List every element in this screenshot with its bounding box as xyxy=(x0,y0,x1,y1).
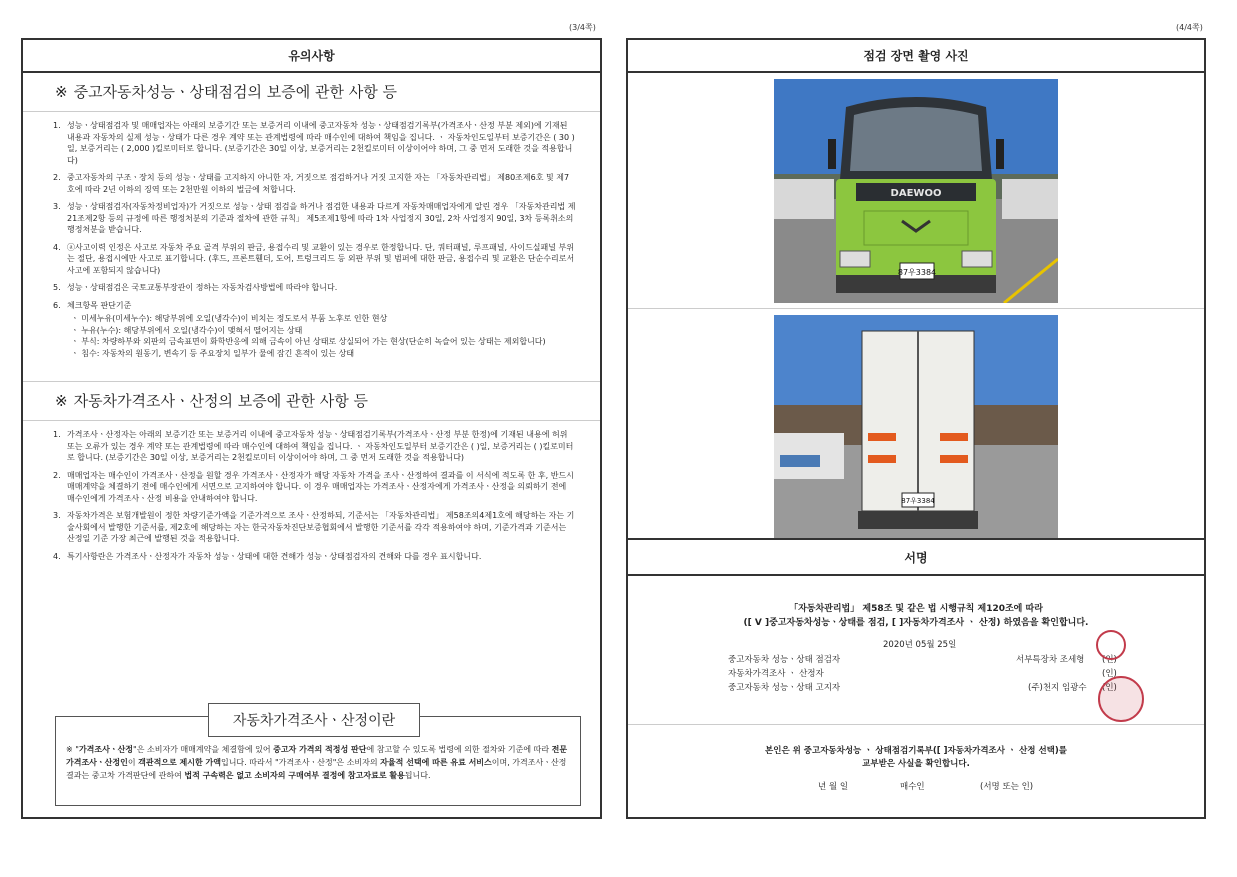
item-text-block xyxy=(67,282,576,294)
notice-item xyxy=(53,510,576,545)
item-text-block xyxy=(67,470,576,505)
item-text-block xyxy=(67,242,576,277)
item-number: 3. xyxy=(53,202,61,211)
item-number: 4. xyxy=(53,242,61,252)
buyer-signature-field[interactable]: (서명 또는 인) xyxy=(980,782,1034,792)
truck-brand-text: DAEWOO xyxy=(890,187,942,199)
criteria-item: ㆍ 부식: 차량하부와 외판의 금속표면이 화학반응에 의해 금속이 아닌 상태로 상실되어 가는 현상(단순히 녹슬어 있는 상태는 제외합니다) xyxy=(71,337,546,346)
receipt-confirmation: 본인은 위 중고자동차성능 ㆍ 상태점검기록부([ ]자동차가격조사 ㆍ 산정 선택)를 교부받은 사실을 확인합니다. xyxy=(628,724,1204,771)
notice-panel xyxy=(21,38,602,819)
item-text-block xyxy=(67,120,576,166)
signature-seal-notifier: (인) xyxy=(1102,683,1117,693)
section1-list xyxy=(23,112,600,371)
notice-item xyxy=(53,201,576,236)
buyer-label: 매수인 xyxy=(900,782,925,792)
item-text: 가격조사ㆍ산정자는 아래의 보증기간 또는 보증거리 이내에 중고자동차 성능ㆍ상태점검기록부(가격조사ㆍ산정 부분 한정)에 기재된 내용에 허위 또는 오류가 있는 경우 계약 또는 관계법령에 따라 매수인에 대하여 책임을 집니다. ㆍ 자동차인도일부터 보증기간은 ( )일, 보증거리는 ( )킬로미터로 합니다. (보증기간은 30일 이상, 보증거리는 2천킬로미터 이상이어야 하며, 그 중 먼저 도래한 것을 적용합니다) xyxy=(67,430,574,462)
item-text: 중고자동차의 구조ㆍ장치 등의 성능ㆍ상태를 고지하지 아니한 자, 거짓으로 점검하거나 거짓 고지한 자는 「자동차관리법」 제80조제6호 및 제7호에 따라 2년 이하의 징역 또는 2천만원 이하의 벌금에 처합니다. xyxy=(67,173,570,194)
note-mark: ※ xyxy=(55,83,68,101)
signature-header: 서명 xyxy=(628,538,1204,576)
signature-role-notifier: 중고자동차 성능ㆍ상태 고지자 xyxy=(728,683,841,693)
item-text: 체크항목 판단기준 xyxy=(67,300,132,310)
item-text: 성능ㆍ상태점검자(자동차정비업자)가 거짓으로 성능ㆍ상태 점검을 하거나 점검한 내용과 다르게 자동차매매업자에게 알린 경우 「자동차관리법 제21조제2항 등의 규정에 따른 행정처분의 기준과 절차에 관한 규칙」 제5조제1항에 따라 1차 사업정지 30일, 2차 사업정지 90일, 3차 등록취소의 행정처분을 받습니다. xyxy=(67,202,576,234)
criteria-item: ㆍ 누유(누수): 해당부위에서 오일(냉각수)이 맺혀서 떨어지는 상태 xyxy=(71,325,303,335)
notice-item xyxy=(53,300,576,360)
item-text-block xyxy=(67,551,576,563)
signature-law-text: 「자동차관리법」 제58조 및 같은 법 시행규칙 제120조에 따라 ([ V ]중고자동차성능ㆍ상태를 점검, [ ]자동차가격조사 ㆍ 산정) 하였음을 확인합니다. xyxy=(743,604,1089,628)
rear-plate-text: 87우3384 xyxy=(901,496,935,505)
notice-box-title: 자동차가격조사ㆍ산정이란 xyxy=(208,703,420,737)
item-number: 2. xyxy=(53,470,61,480)
item-number: 5. xyxy=(53,283,61,292)
page-number-left: (3/4쪽) xyxy=(569,23,596,32)
item-number: 3. xyxy=(53,511,61,520)
notice-item xyxy=(53,470,576,505)
notice-item xyxy=(53,242,576,277)
seal-stamp-icon xyxy=(1098,676,1144,722)
item-number: 1. xyxy=(53,430,61,439)
truck-front-photo xyxy=(774,79,1058,303)
notice-header: 유의사항 xyxy=(23,40,600,73)
item-text: 특기사항란은 가격조사ㆍ산정자가 자동차 성능ㆍ상태에 대한 견해가 성능ㆍ상태점검자의 견해와 다를 경우 표시합니다. xyxy=(67,551,482,561)
item-text: 자동차가격은 보험개발원이 정한 차량기준가액을 기준가격으로 조사ㆍ산정하되, 기준서는 「자동차관리법」 제58조의4제1호에 해당하는 자는 기술사회에서 발행한 기준서를, 제2호에 해당하는 자는 한국자동차진단보증협회에서 발행한 기준서를 각각 적용하여야 하며, 기준가격과 기준서는 산정일 기준 가장 최근에 발행된 것을 적용합니다. xyxy=(67,511,575,543)
section1-title xyxy=(23,73,600,112)
item-number: 2. xyxy=(53,173,61,182)
signature-role-appraiser: 자동차가격조사 ㆍ 산정자 xyxy=(728,669,824,679)
signature-role-inspector: 중고자동차 성능ㆍ상태 점검자 xyxy=(728,655,841,665)
photo-rear-row xyxy=(628,309,1204,544)
notice-item xyxy=(53,282,576,294)
notice-item xyxy=(53,172,576,195)
truck-rear-photo xyxy=(774,315,1058,539)
notice-item xyxy=(53,429,576,464)
signature-name-notifier: (주)천지 임광수 xyxy=(1028,683,1087,693)
confirm-date-blank: 년 월 일 xyxy=(818,782,849,792)
criteria-item: ㆍ 미세누유(미세누수): 해당부위에 오일(냉각수)이 비치는 정도로서 부품 노후로 인한 현상 xyxy=(71,314,388,323)
item-number: 4. xyxy=(53,551,61,561)
photo-front-row xyxy=(628,73,1204,309)
item-number: 6. xyxy=(53,300,61,310)
item-text-block xyxy=(67,510,576,545)
seal-stamp-icon xyxy=(1096,630,1126,660)
price-survey-notice-box xyxy=(55,713,581,806)
page-number-right: (4/4쪽) xyxy=(1176,23,1203,32)
notice-box-body: ※ "가격조사ㆍ산정"은 소비자가 매매계약을 체결함에 있어 중고자 가격의 적정성 판단에 참고할 수 있도록 법령에 의한 절차와 기준에 따라 전문 가격조사ㆍ산정인이 객관적으로 제시한 가액입니다. 따라서 "가격조사ㆍ산정"은 소비자의 자율적 선택에 따른 유료 서비스이며, 가격조사ㆍ산정 결과는 중고차 가격판단에 관하여 법적 구속력은 없고 소비자의 구매여부 결정에 참고자료로 활용됩니다. xyxy=(66,745,568,780)
section1-title-text: 중고자동차성능ㆍ상태점검의 보증에 관한 사항 등 xyxy=(73,83,397,101)
criteria-item: ㆍ 침수: 자동차의 원동기, 변속기 등 주요장치 일부가 물에 잠긴 흔적이 있는 상태 xyxy=(71,348,355,358)
photo-header: 점검 장면 촬영 사진 xyxy=(628,40,1204,73)
signature-name-inspector: 서부특장차 조세형 xyxy=(1016,655,1085,665)
notice-item xyxy=(53,120,576,166)
item-text: 성능ㆍ상태점검자 및 매매업자는 아래의 보증기간 또는 보증거리 이내에 중고자동차 성능ㆍ상태점검기록부(가격조사ㆍ산정 부분 제외)에 기재된 내용과 자동차의 실제 성능ㆍ상태가 다른 경우 계약 또는 관계법령에 따라 매수인에 대하여 책임을 집니다. ㆍ 자동차인도일부터 보증기간은 ( 30 )일, 보증거리는 ( 2,000 )킬로미터로 합니다. (보증기간은 30일 이상, 보증거리는 2천킬로미터 이상이어야 하며, 그 중 먼저 도래한 것을 적용합니다) xyxy=(67,121,575,165)
section2-title-text: 자동차가격조사ㆍ산정의 보증에 관한 사항 등 xyxy=(73,392,368,410)
item-text-block xyxy=(67,300,576,360)
item-text: 성능ㆍ상태점검은 국토교통부장관이 정하는 자동차검사방법에 따라야 합니다. xyxy=(67,283,338,292)
section2-list xyxy=(23,421,600,574)
item-text-block xyxy=(67,429,576,464)
item-text: ⓐ사고이력 인정은 사고로 자동차 주요 골격 부위의 판금, 용접수리 및 교환이 있는 경우로 한정합니다. 단, 쿼터패널, 루프패널, 사이드실패널 부위는 절단, 용접시에만 사고로 표기합니다. (후드, 프론트휀더, 도어, 트렁크리드 등 외판 부위 및 범퍼에 대한 판금, 용접수리 및 교환은 단순수리로서 사고에 포함되지 않습니다) xyxy=(67,242,575,275)
item-text-block xyxy=(67,172,576,195)
item-text: 매매업자는 매수인이 가격조사ㆍ산정을 원할 경우 가격조사ㆍ산정자가 해당 자동차 가격을 조사ㆍ산정하여 결과를 이 서식에 적도록 한 후, 반드시 매매계약을 체결하기 전에 매수인에게 서면으로 고지하여야 합니다. 이 경우 매매업자는 가격조사ㆍ산정자에게 가격조사ㆍ산정을 의뢰하기 전에 매수인에게 가격조사ㆍ산정 비용을 안내하여야 합니다. xyxy=(67,470,574,503)
signature-seal-appraiser: (인) xyxy=(1102,669,1117,679)
item-text-block xyxy=(67,201,576,236)
item-number: 1. xyxy=(53,121,61,130)
section2-title xyxy=(23,382,600,421)
notice-item xyxy=(53,551,576,563)
note-mark: ※ xyxy=(55,392,68,410)
signature-date: 2020년 05월 25일 xyxy=(883,640,957,650)
photo-signature-panel xyxy=(626,38,1206,819)
front-plate-text: 87우3384 xyxy=(897,267,937,277)
signature-seal-inspector: (인) xyxy=(1102,655,1117,665)
